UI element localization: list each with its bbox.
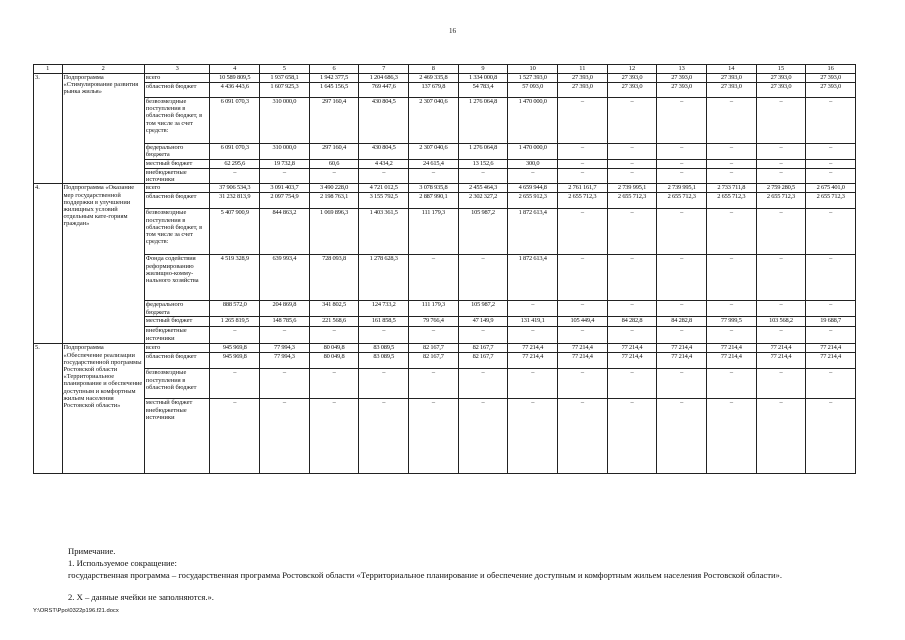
value-cell: 111 179,3 [409,209,459,255]
value-cell: 4 436 443,6 [210,83,260,98]
table-row [34,301,856,317]
program-index: 3. [34,74,63,184]
value-cell: – [806,169,856,184]
value-cell: 105 987,2 [458,301,508,317]
value-cell: – [607,98,657,144]
value-cell: 84 282,8 [607,317,657,327]
value-cell: – [260,169,310,184]
program-index: 5. [34,344,63,474]
value-cell: 844 863,2 [260,209,310,255]
value-cell: – [558,255,608,301]
value-cell: 1 334 000,8 [458,74,508,83]
value-cell: – [607,301,657,317]
value-cell: – [409,169,459,184]
value-cell: – [558,98,608,144]
value-cell: 13 152,6 [458,160,508,169]
program-name: Подпрограмма «Оказание мер государственной поддержки в улучшении жилищных условий отдельным кате-гориям граждан» [62,184,144,344]
value-cell: – [657,369,707,399]
value-cell: 84 282,8 [657,317,707,327]
value-cell: 82 167,7 [409,353,459,369]
value-cell: – [706,327,756,344]
value-cell: – [706,169,756,184]
value-cell: – [260,327,310,344]
value-cell: – [806,255,856,301]
funding-source: Фонда содействия реформированию жилищно-комму-нального хозяйства [144,255,210,301]
table-row [34,169,856,184]
value-cell: 37 906 534,3 [210,184,260,193]
note-line-2: государственная программа – государственная программа Ростовской области «Территориальное планирование и обеспечение доступным и комфортным жильем населения Ростовской области». [68,570,782,580]
note-line-1: 1. Используемое сокращение: [68,558,177,568]
value-cell: 1 403 361,5 [359,209,409,255]
table-row [34,399,856,474]
value-cell: – [607,209,657,255]
value-cell: 79 766,4 [409,317,459,327]
value-cell: 77 214,4 [508,344,558,353]
value-cell: – [657,98,707,144]
value-cell: – [706,399,756,474]
column-header: 2 [62,65,144,74]
value-cell: 297 160,4 [309,98,359,144]
value-cell: 4 659 944,8 [508,184,558,193]
value-cell: 131 419,1 [508,317,558,327]
value-cell: 137 679,8 [409,83,459,98]
value-cell: – [806,399,856,474]
value-cell: – [409,255,459,301]
value-cell: 310 000,0 [260,144,310,160]
value-cell: 1 937 658,1 [260,74,310,83]
value-cell: 5 407 900,9 [210,209,260,255]
value-cell: – [409,327,459,344]
value-cell: – [706,209,756,255]
value-cell: 77 214,4 [607,344,657,353]
value-cell: 1 645 156,5 [309,83,359,98]
value-cell: – [558,301,608,317]
column-header: 9 [458,65,508,74]
value-cell: 47 149,9 [458,317,508,327]
value-cell: 2 307 040,6 [409,98,459,144]
column-header: 14 [706,65,756,74]
value-cell: 80 049,8 [309,353,359,369]
note-line-3: 2. Х – данные ячейки не заполняются.». [68,592,214,602]
value-cell: 77 214,4 [756,344,806,353]
value-cell: 105 449,4 [558,317,608,327]
value-cell: 27 393,0 [657,74,707,83]
column-header: 12 [607,65,657,74]
value-cell: 57 093,0 [508,83,558,98]
value-cell: – [806,98,856,144]
page-number: 16 [449,27,456,35]
value-cell: 1 872 613,4 [508,255,558,301]
column-header: 15 [756,65,806,74]
value-cell: – [806,144,856,160]
value-cell: – [756,209,806,255]
value-cell: – [458,169,508,184]
budget-table [33,64,856,474]
column-header: 10 [508,65,558,74]
header-row [34,65,856,74]
value-cell: – [558,169,608,184]
value-cell: 77 994,3 [260,353,310,369]
program-index: 4. [34,184,63,344]
value-cell: – [508,327,558,344]
value-cell: 2 469 335,8 [409,74,459,83]
value-cell: 1 276 064,8 [458,98,508,144]
value-cell: – [458,327,508,344]
value-cell: 27 393,0 [756,74,806,83]
value-cell: – [558,209,608,255]
value-cell: 82 167,7 [458,353,508,369]
value-cell: 31 232 813,9 [210,193,260,209]
value-cell: – [359,327,409,344]
value-cell: 3 078 935,8 [409,184,459,193]
value-cell: 77 994,3 [260,344,310,353]
value-cell: – [210,327,260,344]
column-header: 8 [409,65,459,74]
value-cell: – [458,369,508,399]
value-cell: – [756,399,806,474]
funding-source: внебюджетные источники [144,327,210,344]
funding-source: безвозмездные поступления в областной бюджет, в том числе за счет средств: [144,209,210,255]
value-cell: 1 265 819,5 [210,317,260,327]
value-cell: 1 527 393,0 [508,74,558,83]
value-cell: – [359,399,409,474]
table-row [34,74,856,83]
value-cell: – [458,399,508,474]
value-cell: 24 615,4 [409,160,459,169]
value-cell: – [458,255,508,301]
value-cell: 3 091 403,7 [260,184,310,193]
value-cell: 945 969,8 [210,353,260,369]
value-cell: 430 804,5 [359,144,409,160]
value-cell: 124 733,2 [359,301,409,317]
column-header: 7 [359,65,409,74]
value-cell: 19 732,8 [260,160,310,169]
value-cell: – [706,98,756,144]
value-cell: – [409,369,459,399]
value-cell: 1 069 896,3 [309,209,359,255]
value-cell: – [657,255,707,301]
column-header: 5 [260,65,310,74]
value-cell: 82 167,7 [409,344,459,353]
table-row [34,160,856,169]
value-cell: 639 993,4 [260,255,310,301]
value-cell: 27 393,0 [706,74,756,83]
value-cell: – [508,169,558,184]
value-cell: 82 167,7 [458,344,508,353]
table-row [34,98,856,144]
value-cell: 1 607 925,3 [260,83,310,98]
value-cell: 2 655 712,3 [558,193,608,209]
value-cell: 60,6 [309,160,359,169]
funding-source: областной бюджет [144,353,210,369]
value-cell: – [210,169,260,184]
value-cell: 221 568,6 [309,317,359,327]
column-header: 6 [309,65,359,74]
value-cell: 4 519 328,9 [210,255,260,301]
value-cell: 83 089,5 [359,344,409,353]
value-cell: – [210,399,260,474]
value-cell: – [657,144,707,160]
value-cell: 27 393,0 [657,83,707,98]
value-cell: 1 278 628,3 [359,255,409,301]
value-cell: – [756,144,806,160]
value-cell: – [706,301,756,317]
column-header: 13 [657,65,707,74]
funding-source: безвозмездные поступления в областной бюджет, в том числе за счет средств: [144,98,210,144]
value-cell: 2 655 712,3 [756,193,806,209]
value-cell: 3 490 228,0 [309,184,359,193]
value-cell: – [657,209,707,255]
value-cell: 2 761 161,7 [558,184,608,193]
value-cell: – [260,399,310,474]
table-row [34,209,856,255]
value-cell: 27 393,0 [558,74,608,83]
funding-source: федерального бюджета [144,301,210,317]
value-cell: – [607,169,657,184]
table-row [34,83,856,98]
value-cell: 27 393,0 [558,83,608,98]
value-cell: – [756,169,806,184]
value-cell: – [260,369,310,399]
value-cell: 728 093,8 [309,255,359,301]
value-cell: – [657,327,707,344]
value-cell: 4 434,2 [359,160,409,169]
value-cell: 430 804,5 [359,98,409,144]
value-cell: 27 393,0 [806,83,856,98]
value-cell: – [706,255,756,301]
value-cell: – [756,255,806,301]
value-cell: – [806,369,856,399]
value-cell: – [806,327,856,344]
funding-source: местный бюджет [144,160,210,169]
value-cell: 77 214,4 [558,344,608,353]
table-row [34,369,856,399]
value-cell: – [806,160,856,169]
table-row [34,353,856,369]
note-title: Примечание. [68,546,116,556]
value-cell: 297 160,4 [309,144,359,160]
value-cell: 3 155 792,5 [359,193,409,209]
value-cell: – [806,301,856,317]
value-cell: 888 572,0 [210,301,260,317]
value-cell: – [806,209,856,255]
table-row [34,144,856,160]
value-cell: 77 214,4 [706,353,756,369]
value-cell: 77 214,4 [657,344,707,353]
value-cell: 77 999,5 [706,317,756,327]
value-cell: 10 589 809,5 [210,74,260,83]
value-cell: 77 214,4 [657,353,707,369]
value-cell: 2 733 711,8 [706,184,756,193]
funding-source: безвозмездные поступления в областной бюджет [144,369,210,399]
value-cell: 2 759 280,5 [756,184,806,193]
value-cell: 77 214,4 [508,353,558,369]
value-cell: 769 447,6 [359,83,409,98]
value-cell: 2 455 464,3 [458,184,508,193]
funding-source: федерального бюджета [144,144,210,160]
value-cell: 204 869,8 [260,301,310,317]
value-cell: 1 470 000,0 [508,144,558,160]
value-cell: – [210,369,260,399]
value-cell: – [508,301,558,317]
value-cell: – [508,399,558,474]
value-cell: – [657,160,707,169]
value-cell: 27 393,0 [607,83,657,98]
value-cell: – [309,369,359,399]
value-cell: 77 214,4 [706,344,756,353]
value-cell: 54 783,4 [458,83,508,98]
value-cell: – [607,369,657,399]
value-cell: 2 675 401,0 [806,184,856,193]
value-cell: 27 393,0 [756,83,806,98]
table-row [34,327,856,344]
value-cell: 1 470 000,0 [508,98,558,144]
value-cell: – [756,369,806,399]
value-cell: – [607,144,657,160]
value-cell: – [657,301,707,317]
value-cell: 105 987,2 [458,209,508,255]
value-cell: 2 097 754,9 [260,193,310,209]
value-cell: – [558,399,608,474]
value-cell: 945 969,8 [210,344,260,353]
value-cell: 4 721 012,5 [359,184,409,193]
table-body [34,74,856,474]
value-cell: – [309,327,359,344]
value-cell: – [359,169,409,184]
value-cell: 83 089,5 [359,353,409,369]
value-cell: 6 091 070,3 [210,98,260,144]
value-cell: 2 739 995,1 [607,184,657,193]
value-cell: – [607,399,657,474]
value-cell: – [756,327,806,344]
table-row [34,317,856,327]
value-cell: – [756,98,806,144]
value-cell: – [607,255,657,301]
value-cell: 27 393,0 [706,83,756,98]
value-cell: – [607,160,657,169]
value-cell: 1 276 064,8 [458,144,508,160]
funding-source: областной бюджет [144,193,210,209]
value-cell: 2 739 995,1 [657,184,707,193]
value-cell: 310 000,0 [260,98,310,144]
funding-source: всего [144,74,210,83]
column-header: 11 [558,65,608,74]
value-cell: 2 655 912,3 [508,193,558,209]
program-name: Подпрограмма «Стимулирование развития рынка жилья» [62,74,144,184]
value-cell: – [409,399,459,474]
funding-source: внебюджетные источники [144,169,210,184]
value-cell: – [309,399,359,474]
value-cell: 77 214,4 [607,353,657,369]
funding-source: областной бюджет [144,83,210,98]
value-cell: 300,0 [508,160,558,169]
value-cell: 19 688,7 [806,317,856,327]
value-cell: 27 393,0 [806,74,856,83]
value-cell: 62 295,6 [210,160,260,169]
table-row [34,184,856,193]
value-cell: 6 091 070,3 [210,144,260,160]
value-cell: 2 655 712,3 [706,193,756,209]
program-name: Подпрограмма «Обеспечение реализации государственной программы Ростовской области «Территориальное планирование и обеспечение доступным и комфортным жильем населения Ростовской области» [62,344,144,474]
value-cell: – [657,399,707,474]
value-cell: 77 214,4 [806,344,856,353]
value-cell: 1 942 377,5 [309,74,359,83]
value-cell: 2 655 712,3 [657,193,707,209]
funding-source: местный бюджет внебюджетные источники [144,399,210,474]
value-cell: 161 858,5 [359,317,409,327]
column-header: 1 [34,65,63,74]
value-cell: – [558,369,608,399]
value-cell: – [706,369,756,399]
value-cell: 2 198 763,1 [309,193,359,209]
column-header: 4 [210,65,260,74]
value-cell: – [706,144,756,160]
value-cell: – [309,169,359,184]
value-cell: – [359,369,409,399]
funding-source: местный бюджет [144,317,210,327]
value-cell: 1 872 613,4 [508,209,558,255]
value-cell: 2 655 712,3 [607,193,657,209]
value-cell: – [756,301,806,317]
value-cell: 103 568,2 [756,317,806,327]
value-cell: 1 204 686,3 [359,74,409,83]
value-cell: 2 302 327,2 [458,193,508,209]
table-row [34,255,856,301]
value-cell: – [657,169,707,184]
value-cell: 148 785,6 [260,317,310,327]
value-cell: 341 802,5 [309,301,359,317]
value-cell: – [756,160,806,169]
value-cell: – [508,369,558,399]
file-path: Y:\ORST\Ppo\0322p196.f21.docx [33,608,119,614]
value-cell: 111 179,3 [409,301,459,317]
value-cell: 77 214,4 [806,353,856,369]
column-header: 16 [806,65,856,74]
table-row [34,344,856,353]
value-cell: 80 049,8 [309,344,359,353]
value-cell: 77 214,4 [756,353,806,369]
table-row [34,193,856,209]
funding-source: всего [144,344,210,353]
column-header: 3 [144,65,210,74]
value-cell: 77 214,4 [558,353,608,369]
funding-source: всего [144,184,210,193]
value-cell: – [558,327,608,344]
value-cell: – [558,160,608,169]
value-cell: 2 655 712,3 [806,193,856,209]
value-cell: 2 887 990,1 [409,193,459,209]
value-cell: 27 393,0 [607,74,657,83]
value-cell: – [607,327,657,344]
value-cell: – [706,160,756,169]
value-cell: 2 307 040,6 [409,144,459,160]
value-cell: – [558,144,608,160]
